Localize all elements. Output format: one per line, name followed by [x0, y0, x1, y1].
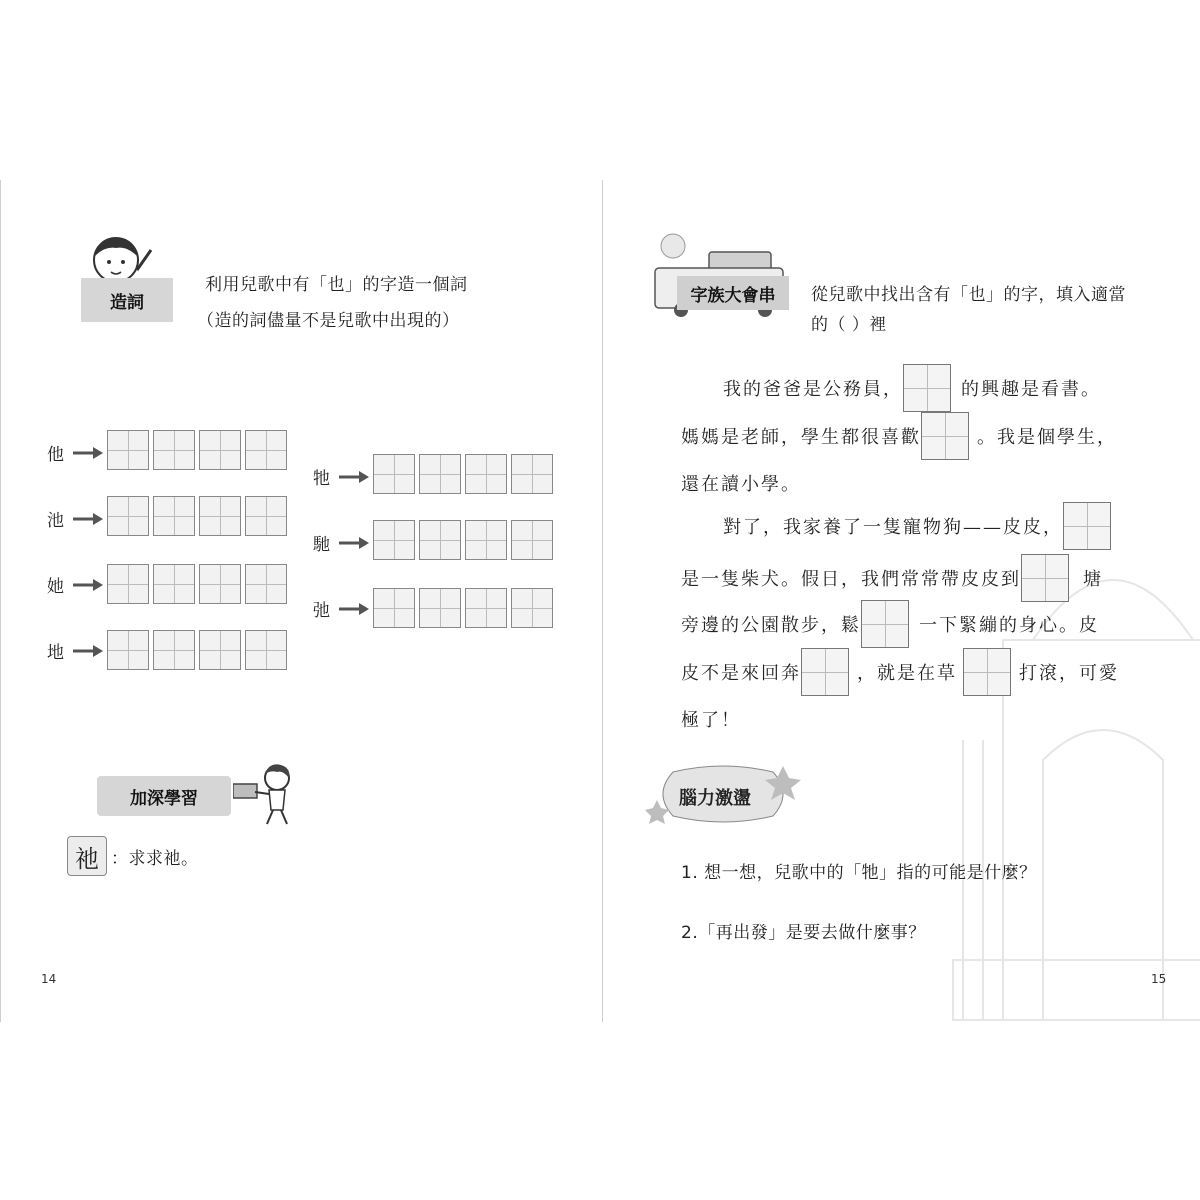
section-label-text: 加深學習	[130, 788, 198, 809]
page-number: 14	[41, 972, 57, 986]
passage-text: 一下緊繃的身心。皮	[919, 615, 1099, 636]
passage-text: 旁邊的公園散步，鬆	[681, 615, 861, 636]
answer-grid-row	[373, 454, 553, 494]
answer-cell[interactable]	[199, 630, 241, 670]
answer-grid-row	[107, 430, 287, 470]
answer-cell[interactable]	[373, 454, 415, 494]
answer-cell[interactable]	[245, 564, 287, 604]
answer-cell[interactable]	[511, 588, 553, 628]
passage-text: 是一隻柴犬。假日，我們常常帶皮皮到	[681, 569, 1021, 590]
char-label: 弛	[313, 601, 330, 621]
answer-cell[interactable]	[465, 588, 507, 628]
blank-box[interactable]	[861, 600, 909, 648]
answer-cell[interactable]	[419, 520, 461, 560]
section-label-text: 造詞	[110, 292, 144, 313]
answer-cell[interactable]	[245, 630, 287, 670]
passage-text: 打滾，可愛	[1019, 663, 1119, 684]
answer-cell[interactable]	[199, 564, 241, 604]
arrow-right-icon	[339, 470, 369, 484]
arrow-right-icon	[73, 578, 103, 592]
answer-cell[interactable]	[419, 588, 461, 628]
answer-cell[interactable]	[245, 430, 287, 470]
boxed-character: 祂	[67, 836, 107, 876]
passage-text: 我的爸爸是公務員，	[723, 379, 903, 400]
passage-line	[681, 554, 1103, 602]
arrow-right-icon	[339, 602, 369, 616]
blank-box[interactable]	[1021, 554, 1069, 602]
section-label-zizu	[677, 276, 789, 310]
section-label-jiashen	[97, 776, 231, 816]
answer-cell[interactable]	[373, 588, 415, 628]
instruction-line-2: 的（ ）裡	[811, 315, 887, 335]
answer-cell[interactable]	[153, 564, 195, 604]
arrow-right-icon	[73, 512, 103, 526]
char-label: 地	[47, 643, 64, 663]
passage-line	[723, 364, 1101, 412]
section-label-text: 字族大會串	[690, 285, 776, 306]
instruction-line-1: 利用兒歌中有「也」的字造一個詞	[205, 275, 468, 295]
section-label-zaoci	[81, 278, 173, 322]
char-label: 牠	[313, 469, 330, 489]
answer-cell[interactable]	[107, 496, 149, 536]
arrow-right-icon	[73, 446, 103, 460]
blank-box[interactable]	[963, 648, 1011, 696]
answer-cell[interactable]	[419, 454, 461, 494]
example-text: ：求求祂。	[111, 849, 199, 869]
kid-with-marker-illustration	[233, 762, 299, 828]
left-page	[0, 180, 601, 1022]
passage-text: 塘	[1083, 569, 1103, 590]
answer-cell[interactable]	[107, 630, 149, 670]
answer-cell[interactable]	[107, 564, 149, 604]
answer-cell[interactable]	[153, 430, 195, 470]
passage-text: ，就是在草	[857, 663, 957, 684]
answer-cell[interactable]	[199, 496, 241, 536]
blank-box[interactable]	[801, 648, 849, 696]
passage-text: 媽媽是老師，學生都很喜歡	[681, 427, 921, 448]
answer-cell[interactable]	[511, 454, 553, 494]
question-2: 2.「再出發」是要去做什麼事？	[681, 923, 926, 943]
answer-cell[interactable]	[245, 496, 287, 536]
char-label: 她	[47, 577, 64, 597]
answer-cell[interactable]	[153, 496, 195, 536]
question-1: 1. 想一想，兒歌中的「牠」指的可能是什麼？	[681, 863, 1037, 883]
answer-grid-row	[373, 588, 553, 628]
arrow-right-icon	[73, 644, 103, 658]
answer-cell[interactable]	[153, 630, 195, 670]
section-label-naoli: 腦力激盪	[679, 788, 751, 809]
page-number: 15	[1151, 972, 1167, 986]
answer-cell[interactable]	[373, 520, 415, 560]
blank-box[interactable]	[903, 364, 951, 412]
passage-text: 。我是個學生，	[977, 427, 1117, 448]
answer-cell[interactable]	[511, 520, 553, 560]
answer-cell[interactable]	[465, 454, 507, 494]
answer-grid-row	[107, 496, 287, 536]
answer-grid-row	[107, 564, 287, 604]
instruction-line-1: 從兒歌中找出含有「也」的字，填入適當	[811, 285, 1126, 305]
answer-cell[interactable]	[107, 430, 149, 470]
passage-text: 皮不是來回奔	[681, 663, 801, 684]
passage-line: 極了！	[681, 710, 741, 731]
arrow-right-icon	[339, 536, 369, 550]
blank-box[interactable]	[1063, 502, 1111, 550]
passage-line	[681, 600, 1099, 648]
char-label: 池	[47, 511, 64, 531]
passage-line: 還在讀小學。	[681, 474, 801, 495]
char-label: 馳	[313, 535, 330, 555]
answer-grid-row	[373, 520, 553, 560]
passage-line	[681, 412, 1117, 460]
answer-cell[interactable]	[465, 520, 507, 560]
answer-grid-row	[107, 630, 287, 670]
passage-text: 對了，我家養了一隻寵物狗——皮皮，	[723, 517, 1063, 538]
blank-box[interactable]	[921, 412, 969, 460]
char-label: 他	[47, 445, 64, 465]
passage-line	[681, 648, 1119, 696]
passage-text: 的興趣是看書。	[961, 379, 1101, 400]
passage-line	[723, 502, 1111, 550]
instruction-line-2: （造的詞儘量不是兒歌中出現的）	[197, 311, 460, 331]
answer-cell[interactable]	[199, 430, 241, 470]
right-page	[602, 180, 1200, 1022]
